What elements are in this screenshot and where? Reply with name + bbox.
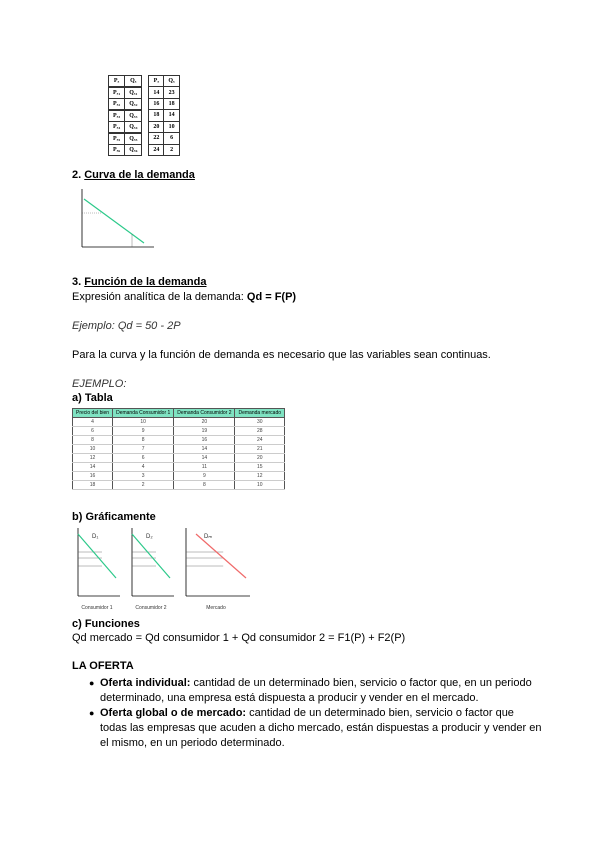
bullet-icon: ● — [89, 708, 95, 718]
table-cell: Pₓ — [109, 76, 125, 88]
table-cell: Qₓ₃ — [125, 110, 142, 122]
table-cell: Qₓ — [164, 76, 179, 87]
graph-panel — [180, 526, 252, 612]
definition: cantidad de un determinado bien, servicio o factor que, en un periodo determinado, una empresa está dispuesta a producir y vender en el mercado. — [100, 677, 532, 704]
table-cell: 10 — [164, 121, 179, 132]
table-cell: 10 — [235, 481, 285, 490]
continuity-note: Para la curva y la función de demanda es necesario que las variables sean continuas. — [72, 349, 491, 361]
table-cell: Pₓ₁ — [109, 87, 125, 99]
table-cell: 8 — [73, 436, 113, 445]
graph-1 — [126, 526, 176, 602]
table-cell: 15 — [235, 463, 285, 472]
table-row — [109, 145, 142, 156]
table-cell: 12 — [73, 454, 113, 463]
table-cell: 9 — [113, 427, 174, 436]
column-header: Precio del bien — [73, 409, 113, 418]
column-header: Demanda Consumidor 1 — [113, 409, 174, 418]
table-cell: 14 — [73, 463, 113, 472]
table-cell: 7 — [113, 445, 174, 454]
supply-heading: LA OFERTA — [72, 660, 134, 672]
table-cell: 9 — [174, 472, 235, 481]
table-row — [73, 481, 285, 490]
graph-panel — [126, 526, 176, 612]
table-cell: 20 — [174, 418, 235, 427]
table-cell: 28 — [235, 427, 285, 436]
table-cell: 18 — [164, 98, 179, 109]
table-cell: 30 — [235, 418, 285, 427]
table-cell: Qₓ₂ — [125, 99, 142, 111]
term: Oferta global o de mercado: — [100, 707, 247, 719]
table-row — [109, 99, 142, 111]
section-number: 3. — [72, 276, 85, 288]
numeric-table — [148, 75, 179, 156]
section-3-heading — [72, 276, 206, 288]
demand-line — [78, 534, 116, 578]
table-cell: 18 — [149, 110, 164, 121]
table-cell: Pₓ₅ — [109, 133, 125, 145]
table-cell: 4 — [113, 463, 174, 472]
demand-line — [132, 534, 170, 578]
curve-label: Dₘ — [204, 534, 213, 540]
table-cell: 6 — [73, 427, 113, 436]
table-cell: 8 — [113, 436, 174, 445]
table-cell: 14 — [149, 87, 164, 98]
table-cell: Qₓ₅ — [125, 133, 142, 145]
graph-caption: Consumidor 2 — [135, 605, 167, 611]
definition: cantidad de un determinado bien, servicio o factor que todas las empresas que acuden a dicho mercado, están dispuestas a producir y vender en el mismo, en un periodo determinado. — [100, 707, 542, 749]
column-header: Demanda mercado — [235, 409, 285, 418]
table-row — [149, 144, 179, 155]
demand-line — [84, 199, 144, 243]
graph-caption: Consumidor 1 — [81, 605, 113, 611]
table-heading: a) Tabla — [72, 392, 113, 404]
table-cell: 2 — [113, 481, 174, 490]
table-cell: 11 — [174, 463, 235, 472]
supply-bullets — [72, 676, 542, 751]
table-row — [149, 76, 179, 87]
table-cell: Pₓ₄ — [109, 122, 125, 134]
table-cell: 24 — [149, 144, 164, 155]
symbolic-table — [108, 75, 142, 156]
example-formula: Ejemplo: Qd = 50 - 2P — [72, 320, 181, 332]
header-row — [73, 409, 285, 418]
table-cell: 12 — [235, 472, 285, 481]
table-row — [73, 427, 285, 436]
section-number: 2. — [72, 169, 85, 181]
table-cell: 16 — [149, 98, 164, 109]
table-row — [109, 133, 142, 145]
bullet-individual-supply — [72, 676, 542, 706]
table-cell: Pₓ₃ — [109, 110, 125, 122]
example-heading: EJEMPLO: — [72, 378, 127, 390]
table-cell: 14 — [174, 454, 235, 463]
table-row — [109, 87, 142, 99]
demand-curve-graph — [72, 185, 157, 257]
table-cell: 6 — [113, 454, 174, 463]
section-2-heading — [72, 169, 195, 181]
table-cell: 8 — [174, 481, 235, 490]
bullet-market-supply — [72, 706, 542, 751]
table-cell: Qₓ₁ — [125, 87, 142, 99]
graph-caption: Mercado — [206, 605, 226, 611]
section-title: Curva de la demanda — [84, 169, 195, 181]
table-cell: Qₓ₄ — [125, 122, 142, 134]
curve-label: D₂ — [146, 534, 153, 540]
table-cell: 3 — [113, 472, 174, 481]
table-row — [149, 110, 179, 121]
demand-graphs — [72, 526, 252, 612]
table-row — [109, 122, 142, 134]
table-row — [73, 472, 285, 481]
table-cell: 2 — [164, 144, 179, 155]
table-cell: Pₓ — [149, 76, 164, 87]
table-cell: 19 — [174, 427, 235, 436]
table-cell: Pₓ₂ — [109, 99, 125, 111]
table-cell: 18 — [73, 481, 113, 490]
table-cell: 16 — [73, 472, 113, 481]
table-row — [109, 76, 142, 88]
table-cell: 22 — [149, 133, 164, 144]
table-cell: 10 — [73, 445, 113, 454]
section-title: Función de la demanda — [84, 276, 207, 288]
table-cell: 10 — [113, 418, 174, 427]
table-row — [149, 133, 179, 144]
demand-table — [72, 408, 285, 490]
table-cell: Qₓ₆ — [125, 145, 142, 156]
table-row — [73, 454, 285, 463]
bullet-icon: ● — [89, 678, 95, 688]
demand-expression — [72, 291, 296, 303]
functions-heading: c) Funciones — [72, 618, 140, 630]
table-row — [73, 418, 285, 427]
graphs-heading: b) Gráficamente — [72, 511, 156, 523]
table-row — [149, 121, 179, 132]
table-cell: 16 — [174, 436, 235, 445]
table-cell: 20 — [149, 121, 164, 132]
graph-2 — [180, 526, 252, 602]
table-cell: 21 — [235, 445, 285, 454]
table-cell: 14 — [174, 445, 235, 454]
table-cell: 24 — [235, 436, 285, 445]
table-row — [149, 87, 179, 98]
graph-panel — [72, 526, 122, 612]
expression-label: Expresión analítica de la demanda: — [72, 291, 247, 303]
table-cell: 20 — [235, 454, 285, 463]
table-row — [73, 463, 285, 472]
table-cell: Pₓ₆ — [109, 145, 125, 156]
column-header: Demanda Consumidor 2 — [174, 409, 235, 418]
table-row — [149, 98, 179, 109]
table-cell: 4 — [73, 418, 113, 427]
expression-formula: Qd = F(P) — [246, 291, 297, 303]
table-row — [73, 436, 285, 445]
table-cell: 14 — [164, 110, 179, 121]
table-row — [109, 110, 142, 122]
table-cell: Qₓ — [125, 76, 142, 88]
term: Oferta individual: — [100, 677, 191, 689]
graph-0 — [72, 526, 122, 602]
table-row — [73, 445, 285, 454]
price-quantity-tables — [108, 75, 180, 156]
demand-line — [196, 534, 246, 578]
table-cell: 6 — [164, 133, 179, 144]
market-function: Qd mercado = Qd consumidor 1 + Qd consumidor 2 = F1(P) + F2(P) — [72, 632, 406, 644]
table-cell: 23 — [164, 87, 179, 98]
curve-label: D₁ — [92, 534, 99, 540]
